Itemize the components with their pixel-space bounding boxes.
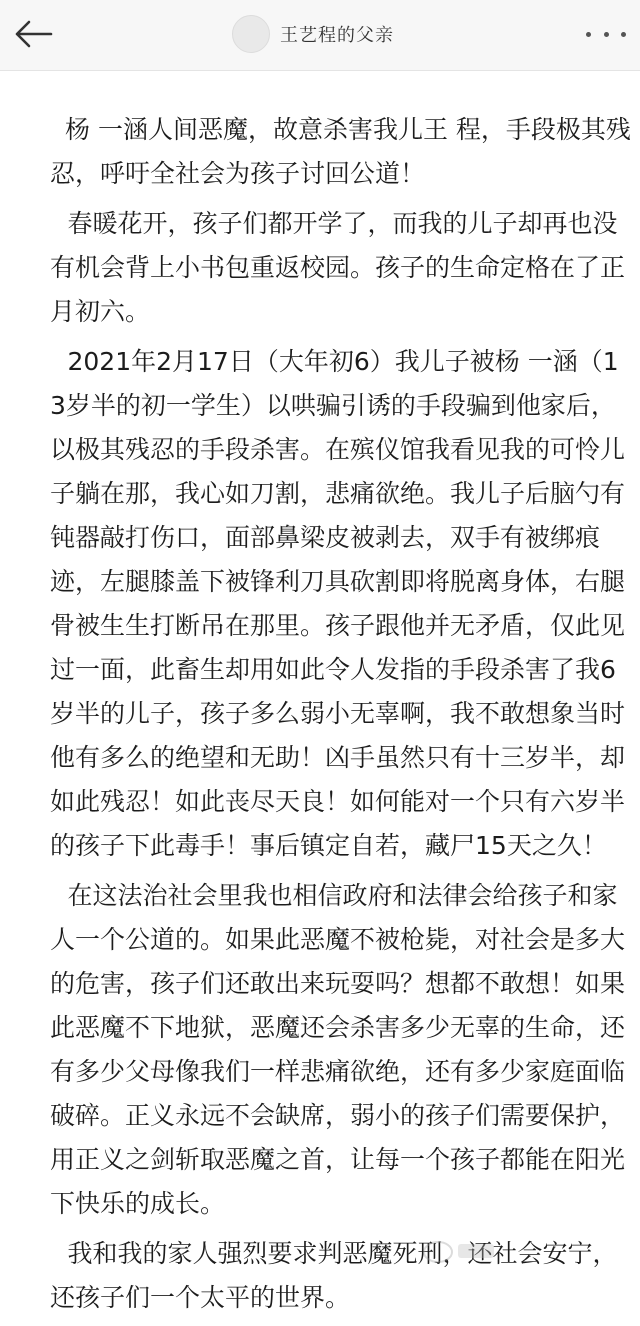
article-paragraph-3: 2021年2月17日（大年初6）我儿子被杨 一涵（13岁半的初一学生）以哄骗引诱的手段骗到他家后，以极其残忍的手段杀害。在殡仪馆我看见我的可怜儿子躺在那，我心如刀割，悲痛欲绝。我儿子后脑勺有钝器敲打伤口，面部鼻梁皮被剥去，双手有被绑痕迹，左腿膝盖下被锋利刀具砍割即将脱离身体，右腿骨被生生打断吊在那里。孩子跟他并无矛盾，仅此见过一面，此畜生却用如此令人发指的手段杀害了我6岁半的儿子，孩子多么弱小无辜啊，我不敢想象当时他有多么的绝望和无助！凶手虽然只有十三岁半，却如此残忍！如此丧尽天良！如何能对一个只有六岁半的孩子下此毒手！事后镇定自若，藏尸15天之久！ [50,347,626,860]
page-title: 王艺程的父亲 [280,25,394,46]
back-button[interactable] [10,12,56,56]
avatar[interactable] [232,15,270,53]
article-paragraph-5: 我和我的家人强烈要求判恶魔死刑，还社会安宁，还孩子们一个太平的世界。 [50,1239,618,1312]
watermark-logo [420,1232,500,1268]
arrow-left-icon [13,19,53,49]
more-dots-icon[interactable] [586,22,626,46]
dot [621,32,626,37]
article-paragraph-1: 杨 一涵人间恶魔，故意杀害我儿王 程，手段极其残忍，呼吁全社会为孩子讨回公道！ [50,115,631,188]
article-body [50,108,634,1326]
article-paragraph-2: 春暖花开，孩子们都开学了，而我的儿子却再也没有机会背上小书包重返校园。孩子的生命定格在了正月初六。 [50,209,626,326]
article-paragraph-4: 在这法治社会里我也相信政府和法律会给孩子和家人一个公道的。如果此恶魔不被枪毙，对社会是多大的危害，孩子们还敢出来玩耍吗？想都不敢想！如果此恶魔不下地狱，恶魔还会杀害多少无辜的生命，还有多少父母像我们一样悲痛欲绝，还有多少家庭面临破碎。正义永远不会缺席，弱小的孩子们需要保护，用正义之剑斩取恶魔之首，让每一个孩子都能在阳光下快乐的成长。 [50,881,626,1218]
account-title[interactable] [232,14,394,54]
top-navigation-bar [0,0,640,71]
dot [604,32,609,37]
dot [586,32,591,37]
